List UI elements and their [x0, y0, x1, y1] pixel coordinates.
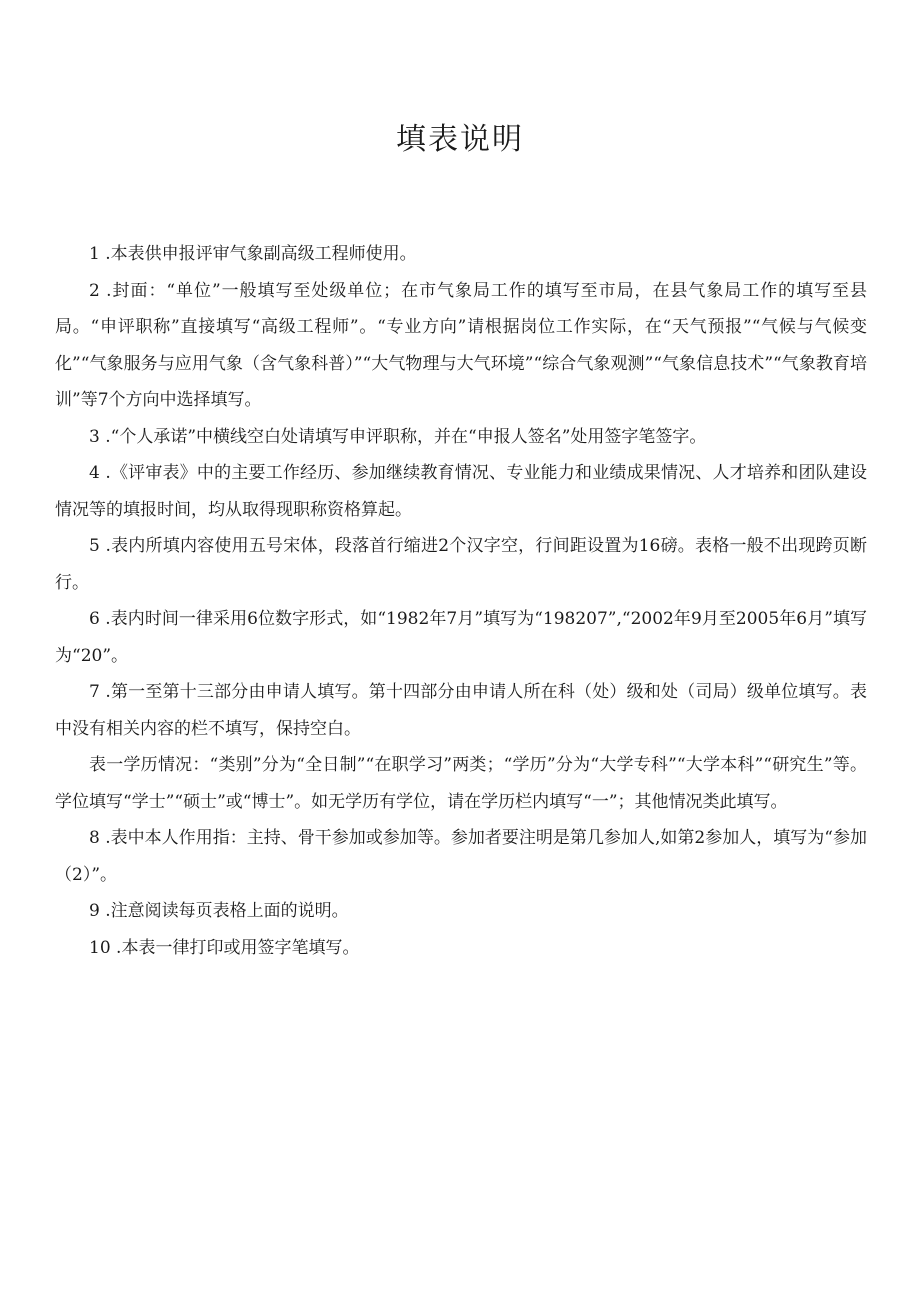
instruction-item-7: 7 .第一至第十三部分由申请人填写。第十四部分由申请人所在科（处）级和处（司局）级单位填写。表中没有相关内容的栏不填写，保持空白。 — [55, 682, 867, 739]
instruction-item-2: 2 .封面：“单位”一般填写至处级单位；在市气象局工作的填写至市局，在县气象局工作的填写至县局。“申评职称”直接填写“高级工程师”。“专业方向”请根据岗位工作实际，在“天气预报”“气候与气候变化”“气象服务与应用气象（含气象科普）”“大气物理与大气环境”“综合气象观测”“气象信息技术”“气象教育培训”等7个方向中选择填写。 — [55, 280, 867, 410]
instruction-item-6: 6 .表内时间一律采用6位数字形式，如“1982年7月”填写为“198207”,“2002年9月至2005年6月”填写为“20”。 — [55, 609, 867, 666]
instruction-table-one-note: 表一学历情况：“类别”分为“全日制”“在职学习”两类；“学历”分为“大学专科”“大学本科”“研究生”等。学位填写“学士”“硕士”或“博士”。如无学历有学位，请在学历栏内填写“一”；其他情况类此填写。 — [55, 755, 867, 812]
instruction-item-8: 8 .表中本人作用指：主持、骨干参加或参加等。参加者要注明是第几参加人,如第2参加人，填写为“参加（2）”。 — [55, 828, 867, 885]
instruction-item-10: 10 .本表一律打印或用签字笔填写。 — [89, 937, 360, 958]
instruction-item-3: 3 .“个人承诺”中横线空白处请填写申评职称，并在“申报人签名”处用签字笔签字。 — [89, 426, 707, 447]
instruction-item-1: 1 .本表供申报评审气象副高级工程师使用。 — [89, 244, 417, 264]
instruction-item-9: 9 .注意阅读每页表格上面的说明。 — [89, 901, 349, 921]
page-title: 填表说明 — [396, 122, 524, 157]
instruction-item-5: 5 .表内所填内容使用五号宋体，段落首行缩进2个汉字空，行间距设置为16磅。表格一般不出现跨页断行。 — [55, 536, 867, 593]
instructions-body — [55, 236, 867, 966]
instruction-item-4: 4 .《评审表》中的主要工作经历、参加继续教育情况、专业能力和业绩成果情况、人才培养和团队建设情况等的填报时间，均从取得现职称资格算起。 — [55, 463, 867, 520]
